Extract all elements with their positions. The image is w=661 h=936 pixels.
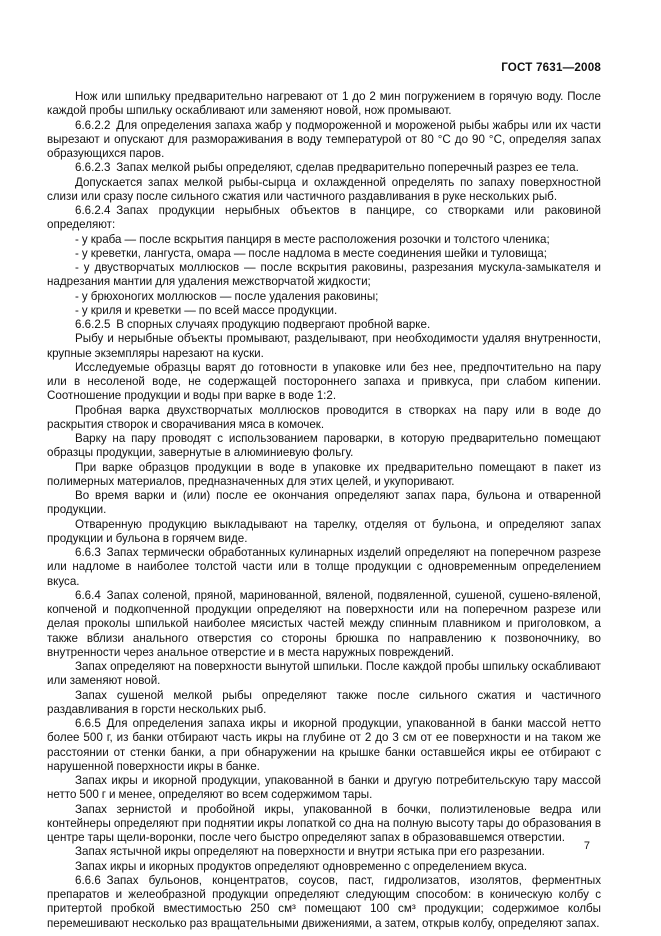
paragraph: Запах определяют на поверхности вынутой шпильки. После каждой пробы шпильку оскабливают или заменяют новой. [47,660,601,688]
paragraph: 6.6.4 Запах соленой, пряной, маринованной, вяленой, подвяленной, сушеной, сушено-вяленой, копченой и подкопченной продукции определяют на поверхности или на поперечном разрезе или делая проколы шпилькой наиболее мясистых частей между спинным плавником и приголовком, а также вблизи анального отверстия со стороны брюшка по направлению к позвоночнику, во внутренности через анальное отверстие и в места наружных повреждений. [47,588,601,659]
paragraph: Запах ястычной икры определяют на поверхности и внутри ястыка при его разрезании. [75,845,545,859]
paragraph: Запах сушеной мелкой рыбы определяют также после сильного сжатия и частичного раздавливания в горсти нескольких рыб. [47,688,601,716]
paragraph: Нож или шпильку предварительно нагревают от 1 до 2 мин погружением в горячую воду. После каждой пробы шпильку оскабливают или заменяют новой, нож промывают. [47,90,601,118]
paragraph: 6.6.2.2 Для определения запаха жабр у подмороженной и мороженой рыбы жабры или их части вырезают и опускают для размораживания в воду температурой от 80 °С до 90 °С, определяя запах образующихся паров. [47,118,601,160]
paragraph: 6.6.2.4 Запах продукции нерыбных объектов в панцире, со створками или раковиной определяют: [47,204,601,232]
list-item: - у двустворчатых моллюсков — после вскрытия раковины, разрезания мускула-замыкателя и надрезания мантии для удаления межстворчатой жидкости; [47,261,601,289]
paragraph: 6.6.2.3 Запах мелкой рыбы определяют, сделав предварительно поперечный разрез ее тела. [75,161,579,175]
paragraph: Варку на пару проводят с использованием пароварки, в которую предварительно помещают образцы продукции, завернутые в алюминиевую фольгу. [47,432,601,460]
paragraph: 6.6.2.5 В спорных случаях продукцию подвергают пробной варке. [75,318,431,331]
paragraph: Пробная варка двухстворчатых моллюсков проводится в створках на пару или в воде до раскрытия створок и сворачивания мяса в комочек. [47,403,601,431]
paragraph: При варке образцов продукции в воде в упаковке их предварительно помещают в пакет из полимерных материалов, предназначенных для этих целей, и укупоривают. [47,460,601,488]
paragraph: 6.6.3 Запах термически обработанных кулинарных изделий определяют на поперечном разрезе или надломе в наиболее толстой части или в толще продукции с одновременным определением вкуса. [47,546,601,588]
document-header: ГОСТ 7631—2008 [501,61,601,74]
paragraph: 6.6.6 Запах бульонов, концентратов, соусов, паст, гидролизатов, изолятов, ферментных препаратов и желеобразной продукции определяют следующим способом: в коническую колбу с притертой пробкой вместимостью 250 см³ помещают 100 см³ продукции; содержимое колбы перемешивают несколько раз вращательными движениями, а затем, открыв колбу, определяют запах. [47,873,601,930]
list-item: - у брюхоногих моллюсков — после удаления раковины; [75,289,379,303]
paragraph: Во время варки и (или) после ее окончания определяют запах пара, бульона и отваренной продукции. [47,489,601,517]
paragraph: Допускается запах мелкой рыбы-сырца и охлажденной определять по запаху поверхностной слизи или сразу после сильного сжатия или частичного раздавливания в руке нескольких рыб. [47,175,601,203]
list-item: - у креветки, лангуста, омара — после надлома в месте соединения шейки и туловища; [75,246,547,260]
list-item: - у краба — после вскрытия панциря в месте расположения розочки и толстого членика; [75,232,550,246]
document-body [47,90,601,931]
paragraph: 6.6.5 Для определения запаха икры и икорной продукции, упакованной в банки массой нетто более 500 г, из банки отбирают часть икры на глубине от 2 до 3 см от ее поверхности и на таком же расстоянии от стенки банки, а при обнаружении на крышке банки оставшейся икры ее отбирают с нарушенной поверхности икры в банке. [47,717,601,773]
paragraph: Запах икры и икорных продуктов определяют одновременно с определением вкуса. [75,859,528,873]
page-number: 7 [583,840,590,852]
paragraph: Рыбу и нерыбные объекты промывают, разделывают, при необходимости удаляя внутренности, крупные экземпляры нарезают на куски. [47,332,601,360]
list-item: - у криля и креветки — по всей массе продукции. [75,303,338,317]
paragraph: Запах зернистой и пробойной икры, упакованной в бочки, полиэтиленовые ведра или контейнеры определяют при поднятии икры лопаткой со дна на полную высоту тары до образования в центре тары щели-воронки, после чего быстро определяют запах в образовавшемся отверстии. [47,802,601,844]
paragraph: Запах икры и икорной продукции, упакованной в банки и другую потребительскую тару массой нетто 500 г и менее, определяют во всем содержимом тары. [47,774,601,802]
paragraph: Исследуемые образцы варят до готовности в упаковке или без нее, предпочтительно на пару или в несоленой воде, не содержащей постороннего запаха и привкуса, при слабом кипении. Соотношение продукции и воды при варке в воде 1:2. [47,360,601,403]
paragraph: Отваренную продукцию выкладывают на тарелку, отделяя от бульона, и определяют запах продукции и бульона в горячем виде. [47,517,601,545]
